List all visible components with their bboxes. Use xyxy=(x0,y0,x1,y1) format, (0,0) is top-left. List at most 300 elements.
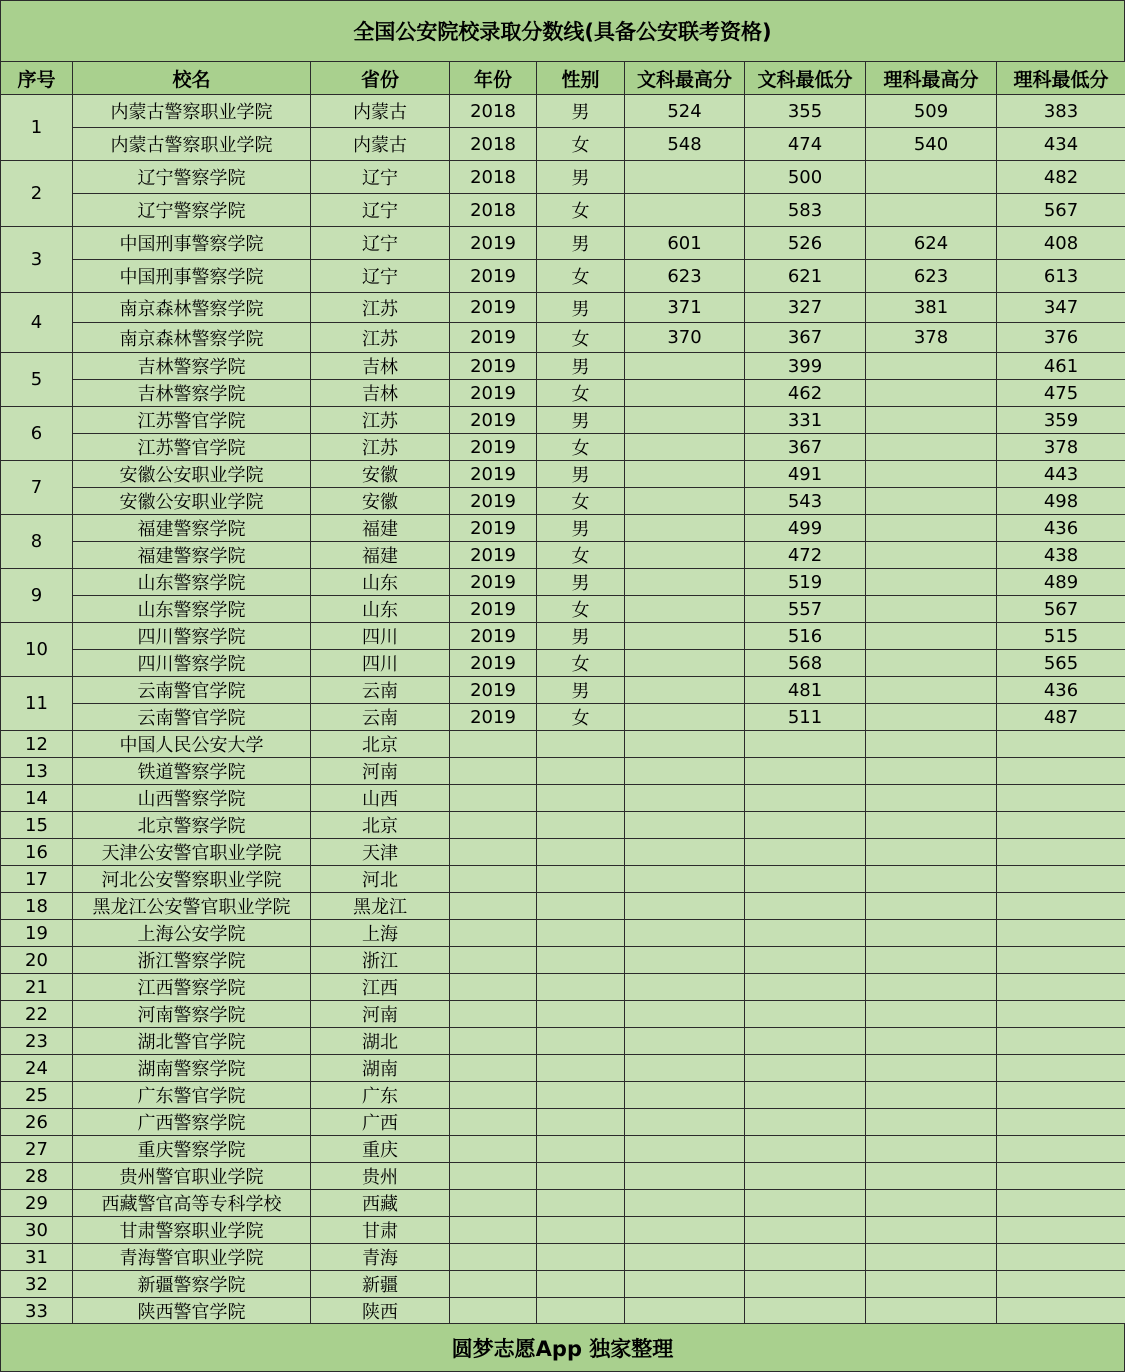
cell-no: 32 xyxy=(1,1271,73,1298)
cell-no: 25 xyxy=(1,1082,73,1109)
cell-no: 21 xyxy=(1,974,73,1001)
cell-science-max xyxy=(866,677,997,704)
cell-school: 安徽公安职业学院 xyxy=(73,461,311,488)
cell-gender xyxy=(537,1298,625,1325)
cell-year xyxy=(450,1109,537,1136)
cell-arts-min: 499 xyxy=(745,515,866,542)
cell-school: 山东警察学院 xyxy=(73,569,311,596)
cell-science-max xyxy=(866,1271,997,1298)
cell-year: 2019 xyxy=(450,623,537,650)
cell-science-min xyxy=(997,758,1125,785)
cell-gender xyxy=(537,920,625,947)
cell-arts-max xyxy=(625,1028,745,1055)
table-row xyxy=(1,260,1125,293)
cell-science-min xyxy=(997,866,1125,893)
cell-science-max xyxy=(866,893,997,920)
table-row xyxy=(1,515,1125,542)
table-row xyxy=(1,194,1125,227)
cell-province: 辽宁 xyxy=(311,194,450,227)
cell-science-max: 623 xyxy=(866,260,997,293)
cell-arts-min xyxy=(745,1163,866,1190)
cell-year xyxy=(450,1082,537,1109)
cell-province: 云南 xyxy=(311,704,450,731)
cell-school: 山西警察学院 xyxy=(73,785,311,812)
cell-arts-max xyxy=(625,596,745,623)
cell-science-max xyxy=(866,920,997,947)
cell-arts-min: 367 xyxy=(745,323,866,353)
cell-province: 福建 xyxy=(311,542,450,569)
cell-gender xyxy=(537,866,625,893)
table-row xyxy=(1,293,1125,323)
table-row xyxy=(1,434,1125,461)
cell-arts-min: 519 xyxy=(745,569,866,596)
cell-science-min: 438 xyxy=(997,542,1125,569)
table-row xyxy=(1,1298,1125,1325)
table-row xyxy=(1,128,1125,161)
cell-arts-max xyxy=(625,407,745,434)
cell-arts-min xyxy=(745,1082,866,1109)
cell-science-min: 487 xyxy=(997,704,1125,731)
table-row xyxy=(1,704,1125,731)
cell-science-min xyxy=(997,947,1125,974)
cell-province: 上海 xyxy=(311,920,450,947)
cell-arts-max xyxy=(625,1082,745,1109)
cell-gender xyxy=(537,1109,625,1136)
cell-school: 辽宁警察学院 xyxy=(73,161,311,194)
cell-school: 四川警察学院 xyxy=(73,650,311,677)
cell-gender: 男 xyxy=(537,407,625,434)
cell-science-max xyxy=(866,194,997,227)
cell-year: 2019 xyxy=(450,596,537,623)
cell-gender: 女 xyxy=(537,488,625,515)
cell-year xyxy=(450,947,537,974)
cell-arts-max xyxy=(625,785,745,812)
cell-science-min xyxy=(997,1001,1125,1028)
cell-province: 河南 xyxy=(311,1001,450,1028)
cell-year: 2019 xyxy=(450,434,537,461)
cell-school: 云南警官学院 xyxy=(73,704,311,731)
table-row xyxy=(1,758,1125,785)
cell-science-min: 613 xyxy=(997,260,1125,293)
cell-science-max xyxy=(866,650,997,677)
cell-no: 29 xyxy=(1,1190,73,1217)
cell-province: 甘肃 xyxy=(311,1217,450,1244)
cell-province: 江苏 xyxy=(311,407,450,434)
table-row xyxy=(1,569,1125,596)
cell-year xyxy=(450,758,537,785)
cell-arts-max xyxy=(625,866,745,893)
cell-science-max xyxy=(866,758,997,785)
cell-arts-min: 543 xyxy=(745,488,866,515)
cell-science-min: 567 xyxy=(997,596,1125,623)
table-row xyxy=(1,461,1125,488)
cell-province: 辽宁 xyxy=(311,227,450,260)
cell-gender: 女 xyxy=(537,260,625,293)
cell-year: 2019 xyxy=(450,569,537,596)
cell-arts-min: 367 xyxy=(745,434,866,461)
cell-school: 江西警察学院 xyxy=(73,974,311,1001)
cell-school: 重庆警察学院 xyxy=(73,1136,311,1163)
cell-science-min: 376 xyxy=(997,323,1125,353)
cell-province: 江西 xyxy=(311,974,450,1001)
cell-science-min: 489 xyxy=(997,569,1125,596)
cell-arts-min: 355 xyxy=(745,95,866,128)
cell-school: 广西警察学院 xyxy=(73,1109,311,1136)
cell-arts-max xyxy=(625,194,745,227)
cell-science-max xyxy=(866,1028,997,1055)
cell-school: 广东警官学院 xyxy=(73,1082,311,1109)
cell-science-min: 515 xyxy=(997,623,1125,650)
cell-year xyxy=(450,812,537,839)
cell-arts-max xyxy=(625,1163,745,1190)
header-gender: 性别 xyxy=(537,62,625,95)
cell-arts-max xyxy=(625,812,745,839)
table-row xyxy=(1,353,1125,380)
cell-arts-max: 623 xyxy=(625,260,745,293)
cell-science-min xyxy=(997,1298,1125,1325)
cell-science-min: 378 xyxy=(997,434,1125,461)
cell-year: 2018 xyxy=(450,161,537,194)
cell-school: 铁道警察学院 xyxy=(73,758,311,785)
cell-arts-min xyxy=(745,839,866,866)
table-row xyxy=(1,1244,1125,1271)
cell-province: 辽宁 xyxy=(311,161,450,194)
cell-science-min: 436 xyxy=(997,515,1125,542)
cell-gender xyxy=(537,1271,625,1298)
cell-science-max xyxy=(866,1244,997,1271)
cell-science-min: 408 xyxy=(997,227,1125,260)
cell-science-min xyxy=(997,785,1125,812)
cell-science-max xyxy=(866,461,997,488)
cell-science-min: 359 xyxy=(997,407,1125,434)
table-row xyxy=(1,812,1125,839)
cell-year xyxy=(450,1001,537,1028)
cell-arts-min: 516 xyxy=(745,623,866,650)
cell-arts-max xyxy=(625,947,745,974)
cell-province: 浙江 xyxy=(311,947,450,974)
cell-school: 安徽公安职业学院 xyxy=(73,488,311,515)
cell-arts-max xyxy=(625,1244,745,1271)
cell-no: 15 xyxy=(1,812,73,839)
cell-school: 山东警察学院 xyxy=(73,596,311,623)
cell-gender: 男 xyxy=(537,677,625,704)
table-row xyxy=(1,1028,1125,1055)
cell-gender xyxy=(537,731,625,758)
cell-arts-max: 601 xyxy=(625,227,745,260)
cell-no: 27 xyxy=(1,1136,73,1163)
cell-arts-max xyxy=(625,1136,745,1163)
cell-gender xyxy=(537,947,625,974)
table-row xyxy=(1,227,1125,260)
table-row xyxy=(1,785,1125,812)
cell-year: 2019 xyxy=(450,407,537,434)
cell-school: 中国人民公安大学 xyxy=(73,731,311,758)
cell-school: 天津公安警官职业学院 xyxy=(73,839,311,866)
table-row xyxy=(1,161,1125,194)
cell-no: 23 xyxy=(1,1028,73,1055)
cell-arts-min: 462 xyxy=(745,380,866,407)
cell-science-max xyxy=(866,1136,997,1163)
table-row xyxy=(1,1082,1125,1109)
cell-province: 吉林 xyxy=(311,380,450,407)
cell-gender: 男 xyxy=(537,353,625,380)
cell-gender: 女 xyxy=(537,194,625,227)
table-row xyxy=(1,1136,1125,1163)
cell-arts-min xyxy=(745,812,866,839)
cell-no: 33 xyxy=(1,1298,73,1325)
table-row xyxy=(1,974,1125,1001)
cell-no: 8 xyxy=(1,515,73,569)
cell-gender xyxy=(537,1136,625,1163)
cell-year: 2019 xyxy=(450,542,537,569)
cell-province: 广东 xyxy=(311,1082,450,1109)
cell-no: 1 xyxy=(1,95,73,161)
cell-province: 福建 xyxy=(311,515,450,542)
cell-year xyxy=(450,785,537,812)
cell-province: 江苏 xyxy=(311,293,450,323)
cell-arts-min: 491 xyxy=(745,461,866,488)
cell-arts-max xyxy=(625,380,745,407)
cell-arts-min: 526 xyxy=(745,227,866,260)
cell-school: 四川警察学院 xyxy=(73,623,311,650)
cell-year xyxy=(450,1055,537,1082)
cell-year: 2019 xyxy=(450,380,537,407)
cell-year xyxy=(450,1136,537,1163)
cell-arts-max xyxy=(625,515,745,542)
cell-arts-min xyxy=(745,1190,866,1217)
cell-gender: 男 xyxy=(537,461,625,488)
cell-arts-max xyxy=(625,488,745,515)
header-arts-max: 文科最高分 xyxy=(625,62,745,95)
cell-year xyxy=(450,893,537,920)
cell-arts-max xyxy=(625,461,745,488)
header-no: 序号 xyxy=(1,62,73,95)
cell-arts-min: 621 xyxy=(745,260,866,293)
cell-arts-min xyxy=(745,1217,866,1244)
cell-science-max xyxy=(866,407,997,434)
cell-province: 天津 xyxy=(311,839,450,866)
cell-science-max xyxy=(866,785,997,812)
cell-arts-max xyxy=(625,161,745,194)
cell-year: 2019 xyxy=(450,293,537,323)
cell-school: 河北公安警察职业学院 xyxy=(73,866,311,893)
cell-arts-max xyxy=(625,353,745,380)
cell-province: 安徽 xyxy=(311,488,450,515)
cell-arts-min xyxy=(745,1001,866,1028)
cell-gender xyxy=(537,1001,625,1028)
cell-science-min xyxy=(997,1055,1125,1082)
cell-province: 湖北 xyxy=(311,1028,450,1055)
cell-gender xyxy=(537,1055,625,1082)
table-row xyxy=(1,1001,1125,1028)
cell-gender: 男 xyxy=(537,623,625,650)
cell-arts-min xyxy=(745,1109,866,1136)
cell-arts-min: 472 xyxy=(745,542,866,569)
cell-year xyxy=(450,920,537,947)
cell-science-min: 383 xyxy=(997,95,1125,128)
cell-year: 2019 xyxy=(450,650,537,677)
cell-no: 20 xyxy=(1,947,73,974)
cell-arts-max: 371 xyxy=(625,293,745,323)
cell-science-max xyxy=(866,542,997,569)
cell-no: 30 xyxy=(1,1217,73,1244)
cell-school: 辽宁警察学院 xyxy=(73,194,311,227)
score-table xyxy=(0,61,1125,1325)
cell-science-min xyxy=(997,920,1125,947)
cell-school: 湖南警察学院 xyxy=(73,1055,311,1082)
cell-school: 福建警察学院 xyxy=(73,542,311,569)
cell-school: 中国刑事警察学院 xyxy=(73,227,311,260)
cell-science-min xyxy=(997,1136,1125,1163)
cell-province: 四川 xyxy=(311,650,450,677)
table-row xyxy=(1,839,1125,866)
table-row xyxy=(1,323,1125,353)
cell-science-max xyxy=(866,839,997,866)
cell-year xyxy=(450,1217,537,1244)
cell-science-max xyxy=(866,1217,997,1244)
cell-year: 2019 xyxy=(450,677,537,704)
table-row xyxy=(1,866,1125,893)
cell-science-max: 540 xyxy=(866,128,997,161)
cell-gender xyxy=(537,1163,625,1190)
table-row xyxy=(1,1055,1125,1082)
header-science-min: 理科最低分 xyxy=(997,62,1125,95)
cell-science-max xyxy=(866,812,997,839)
cell-science-min: 436 xyxy=(997,677,1125,704)
cell-province: 山东 xyxy=(311,596,450,623)
cell-science-max xyxy=(866,731,997,758)
cell-gender: 女 xyxy=(537,323,625,353)
cell-science-min: 461 xyxy=(997,353,1125,380)
cell-science-min xyxy=(997,893,1125,920)
table-row xyxy=(1,95,1125,128)
cell-gender xyxy=(537,893,625,920)
cell-science-max xyxy=(866,1109,997,1136)
table-row xyxy=(1,893,1125,920)
cell-no: 3 xyxy=(1,227,73,293)
cell-science-min xyxy=(997,1217,1125,1244)
cell-gender: 女 xyxy=(537,434,625,461)
cell-arts-min xyxy=(745,920,866,947)
cell-science-min xyxy=(997,1244,1125,1271)
cell-science-max xyxy=(866,1055,997,1082)
cell-school: 云南警官学院 xyxy=(73,677,311,704)
table-row xyxy=(1,488,1125,515)
cell-science-max xyxy=(866,353,997,380)
table-row xyxy=(1,542,1125,569)
cell-province: 四川 xyxy=(311,623,450,650)
cell-science-max xyxy=(866,947,997,974)
cell-no: 17 xyxy=(1,866,73,893)
cell-school: 河南警察学院 xyxy=(73,1001,311,1028)
cell-no: 14 xyxy=(1,785,73,812)
cell-gender: 男 xyxy=(537,95,625,128)
cell-province: 青海 xyxy=(311,1244,450,1271)
cell-arts-max xyxy=(625,569,745,596)
cell-arts-max xyxy=(625,920,745,947)
cell-arts-max xyxy=(625,1055,745,1082)
cell-gender xyxy=(537,839,625,866)
cell-arts-min xyxy=(745,758,866,785)
cell-school: 甘肃警察职业学院 xyxy=(73,1217,311,1244)
cell-science-max xyxy=(866,380,997,407)
cell-arts-min xyxy=(745,731,866,758)
table-row xyxy=(1,1109,1125,1136)
cell-arts-max xyxy=(625,1271,745,1298)
cell-province: 重庆 xyxy=(311,1136,450,1163)
cell-science-min: 443 xyxy=(997,461,1125,488)
cell-gender: 女 xyxy=(537,128,625,161)
cell-science-max xyxy=(866,623,997,650)
cell-province: 河南 xyxy=(311,758,450,785)
table-row xyxy=(1,650,1125,677)
cell-arts-max xyxy=(625,758,745,785)
cell-science-min xyxy=(997,839,1125,866)
table-row xyxy=(1,1190,1125,1217)
cell-province: 湖南 xyxy=(311,1055,450,1082)
cell-province: 云南 xyxy=(311,677,450,704)
cell-no: 13 xyxy=(1,758,73,785)
cell-school: 中国刑事警察学院 xyxy=(73,260,311,293)
cell-no: 28 xyxy=(1,1163,73,1190)
cell-science-max xyxy=(866,866,997,893)
cell-province: 山西 xyxy=(311,785,450,812)
cell-no: 4 xyxy=(1,293,73,353)
cell-school: 陕西警官学院 xyxy=(73,1298,311,1325)
cell-science-max xyxy=(866,1082,997,1109)
cell-science-min xyxy=(997,1163,1125,1190)
cell-year: 2019 xyxy=(450,461,537,488)
cell-arts-min xyxy=(745,1055,866,1082)
table-row xyxy=(1,731,1125,758)
cell-province: 陕西 xyxy=(311,1298,450,1325)
header-row xyxy=(1,62,1125,95)
cell-gender xyxy=(537,1217,625,1244)
cell-no: 31 xyxy=(1,1244,73,1271)
header-school: 校名 xyxy=(73,62,311,95)
cell-year: 2019 xyxy=(450,323,537,353)
cell-province: 黑龙江 xyxy=(311,893,450,920)
sheet-title: 全国公安院校录取分数线(具备公安联考资格) xyxy=(0,0,1125,61)
table-row xyxy=(1,1163,1125,1190)
cell-no: 22 xyxy=(1,1001,73,1028)
cell-no: 6 xyxy=(1,407,73,461)
cell-science-min: 475 xyxy=(997,380,1125,407)
table-body xyxy=(1,95,1125,1325)
cell-no: 10 xyxy=(1,623,73,677)
cell-arts-max xyxy=(625,704,745,731)
cell-gender xyxy=(537,758,625,785)
cell-province: 广西 xyxy=(311,1109,450,1136)
cell-science-max xyxy=(866,974,997,1001)
cell-province: 江苏 xyxy=(311,323,450,353)
cell-gender xyxy=(537,785,625,812)
cell-gender xyxy=(537,1082,625,1109)
cell-science-min xyxy=(997,1082,1125,1109)
footer-credit: 圆梦志愿App 独家整理 xyxy=(0,1323,1125,1372)
cell-arts-min xyxy=(745,1298,866,1325)
cell-science-min xyxy=(997,1190,1125,1217)
cell-no: 5 xyxy=(1,353,73,407)
cell-arts-max: 548 xyxy=(625,128,745,161)
cell-province: 新疆 xyxy=(311,1271,450,1298)
cell-arts-max xyxy=(625,434,745,461)
cell-science-max xyxy=(866,596,997,623)
cell-arts-max: 524 xyxy=(625,95,745,128)
cell-no: 9 xyxy=(1,569,73,623)
cell-gender xyxy=(537,812,625,839)
cell-gender: 女 xyxy=(537,704,625,731)
